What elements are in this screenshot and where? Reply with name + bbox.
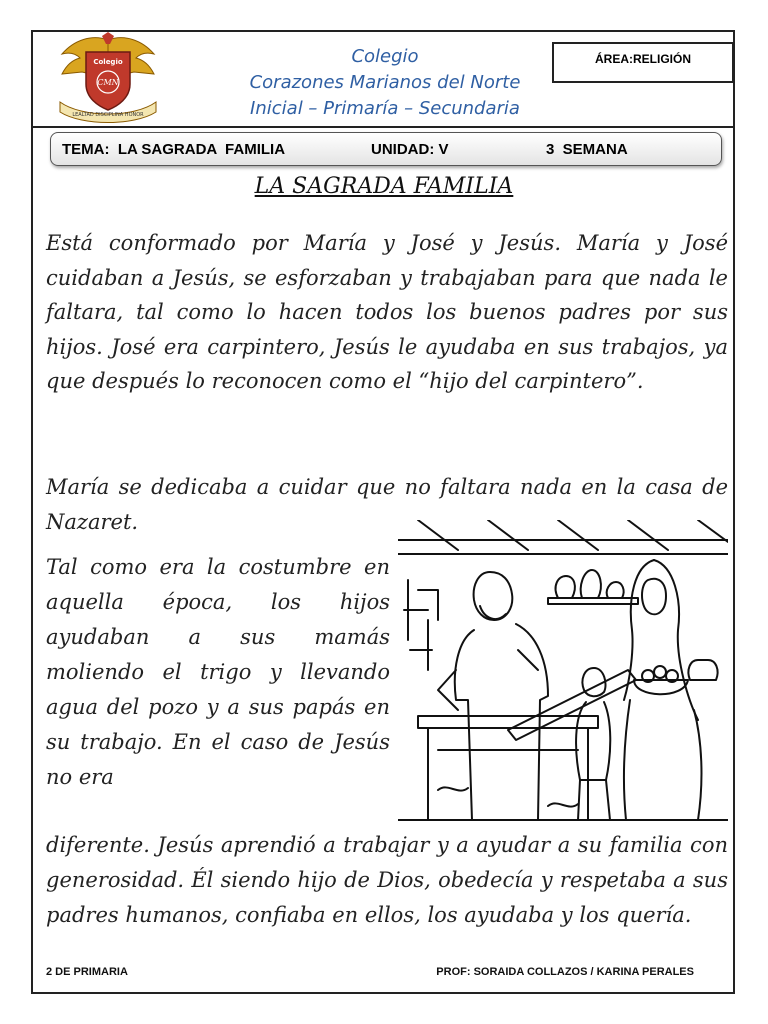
- unidad-label: UNIDAD: V: [371, 141, 449, 158]
- paragraph-3: Tal como era la costumbre en aquella época, los hijos ayudaban a sus mamás moliendo el trigo y llevando agua del pozo y a sus papás en su trabajo. En el caso de Jesús no era: [46, 555, 390, 789]
- holy-family-illustration: [398, 520, 728, 828]
- paragraph-2: María se dedicaba a cuidar que no faltara nada en la casa de Nazaret.: [46, 475, 728, 534]
- footer-grade: 2 DE PRIMARIA: [46, 966, 128, 978]
- school-name-block: [200, 44, 570, 122]
- paragraph-4: diferente. Jesús aprendió a trabajar y a ayudar a su familia con generosidad. Él siendo hijo de Dios, obedecía y respetaba a sus padres humanos, confiaba en ellos, los ayudaba y los quería.: [46, 833, 728, 927]
- paragraph-1: Está conformado por María y José y Jesús. María y José cuidaban a Jesús, se esforzaban y trabajaban para que nada le faltara, tal como lo hacen todos los buenos padres por sus hijos. José era carpintero, Jesús le ayudaba en sus trabajos, ya que después lo reconocen como el “hijo del carpintero”.: [46, 231, 728, 394]
- logo-title: Colegio: [93, 58, 123, 66]
- tema-label: TEMA: LA SAGRADA FAMILIA: [62, 141, 286, 158]
- semana-label: 3 SEMANA: [546, 141, 628, 158]
- area-box: ÁREA:RELIGIÓN: [552, 42, 734, 83]
- school-line-2: Corazones Marianos del Norte: [249, 72, 521, 93]
- school-line-1: Colegio: [351, 46, 419, 67]
- school-logo: [52, 32, 164, 124]
- header-divider: [31, 126, 735, 128]
- tema-bar: [50, 132, 722, 166]
- footer-teachers: PROF: SORAIDA COLLAZOS / KARINA PERALES: [436, 966, 694, 978]
- page-title: LA SAGRADA FAMILIA: [254, 174, 514, 199]
- logo-ribbon-text: LEALTAD DISCIPLINA HONOR: [72, 112, 144, 118]
- logo-monogram: CMN: [97, 78, 119, 87]
- school-line-3: Inicial – Primaría – Secundaria: [250, 98, 520, 119]
